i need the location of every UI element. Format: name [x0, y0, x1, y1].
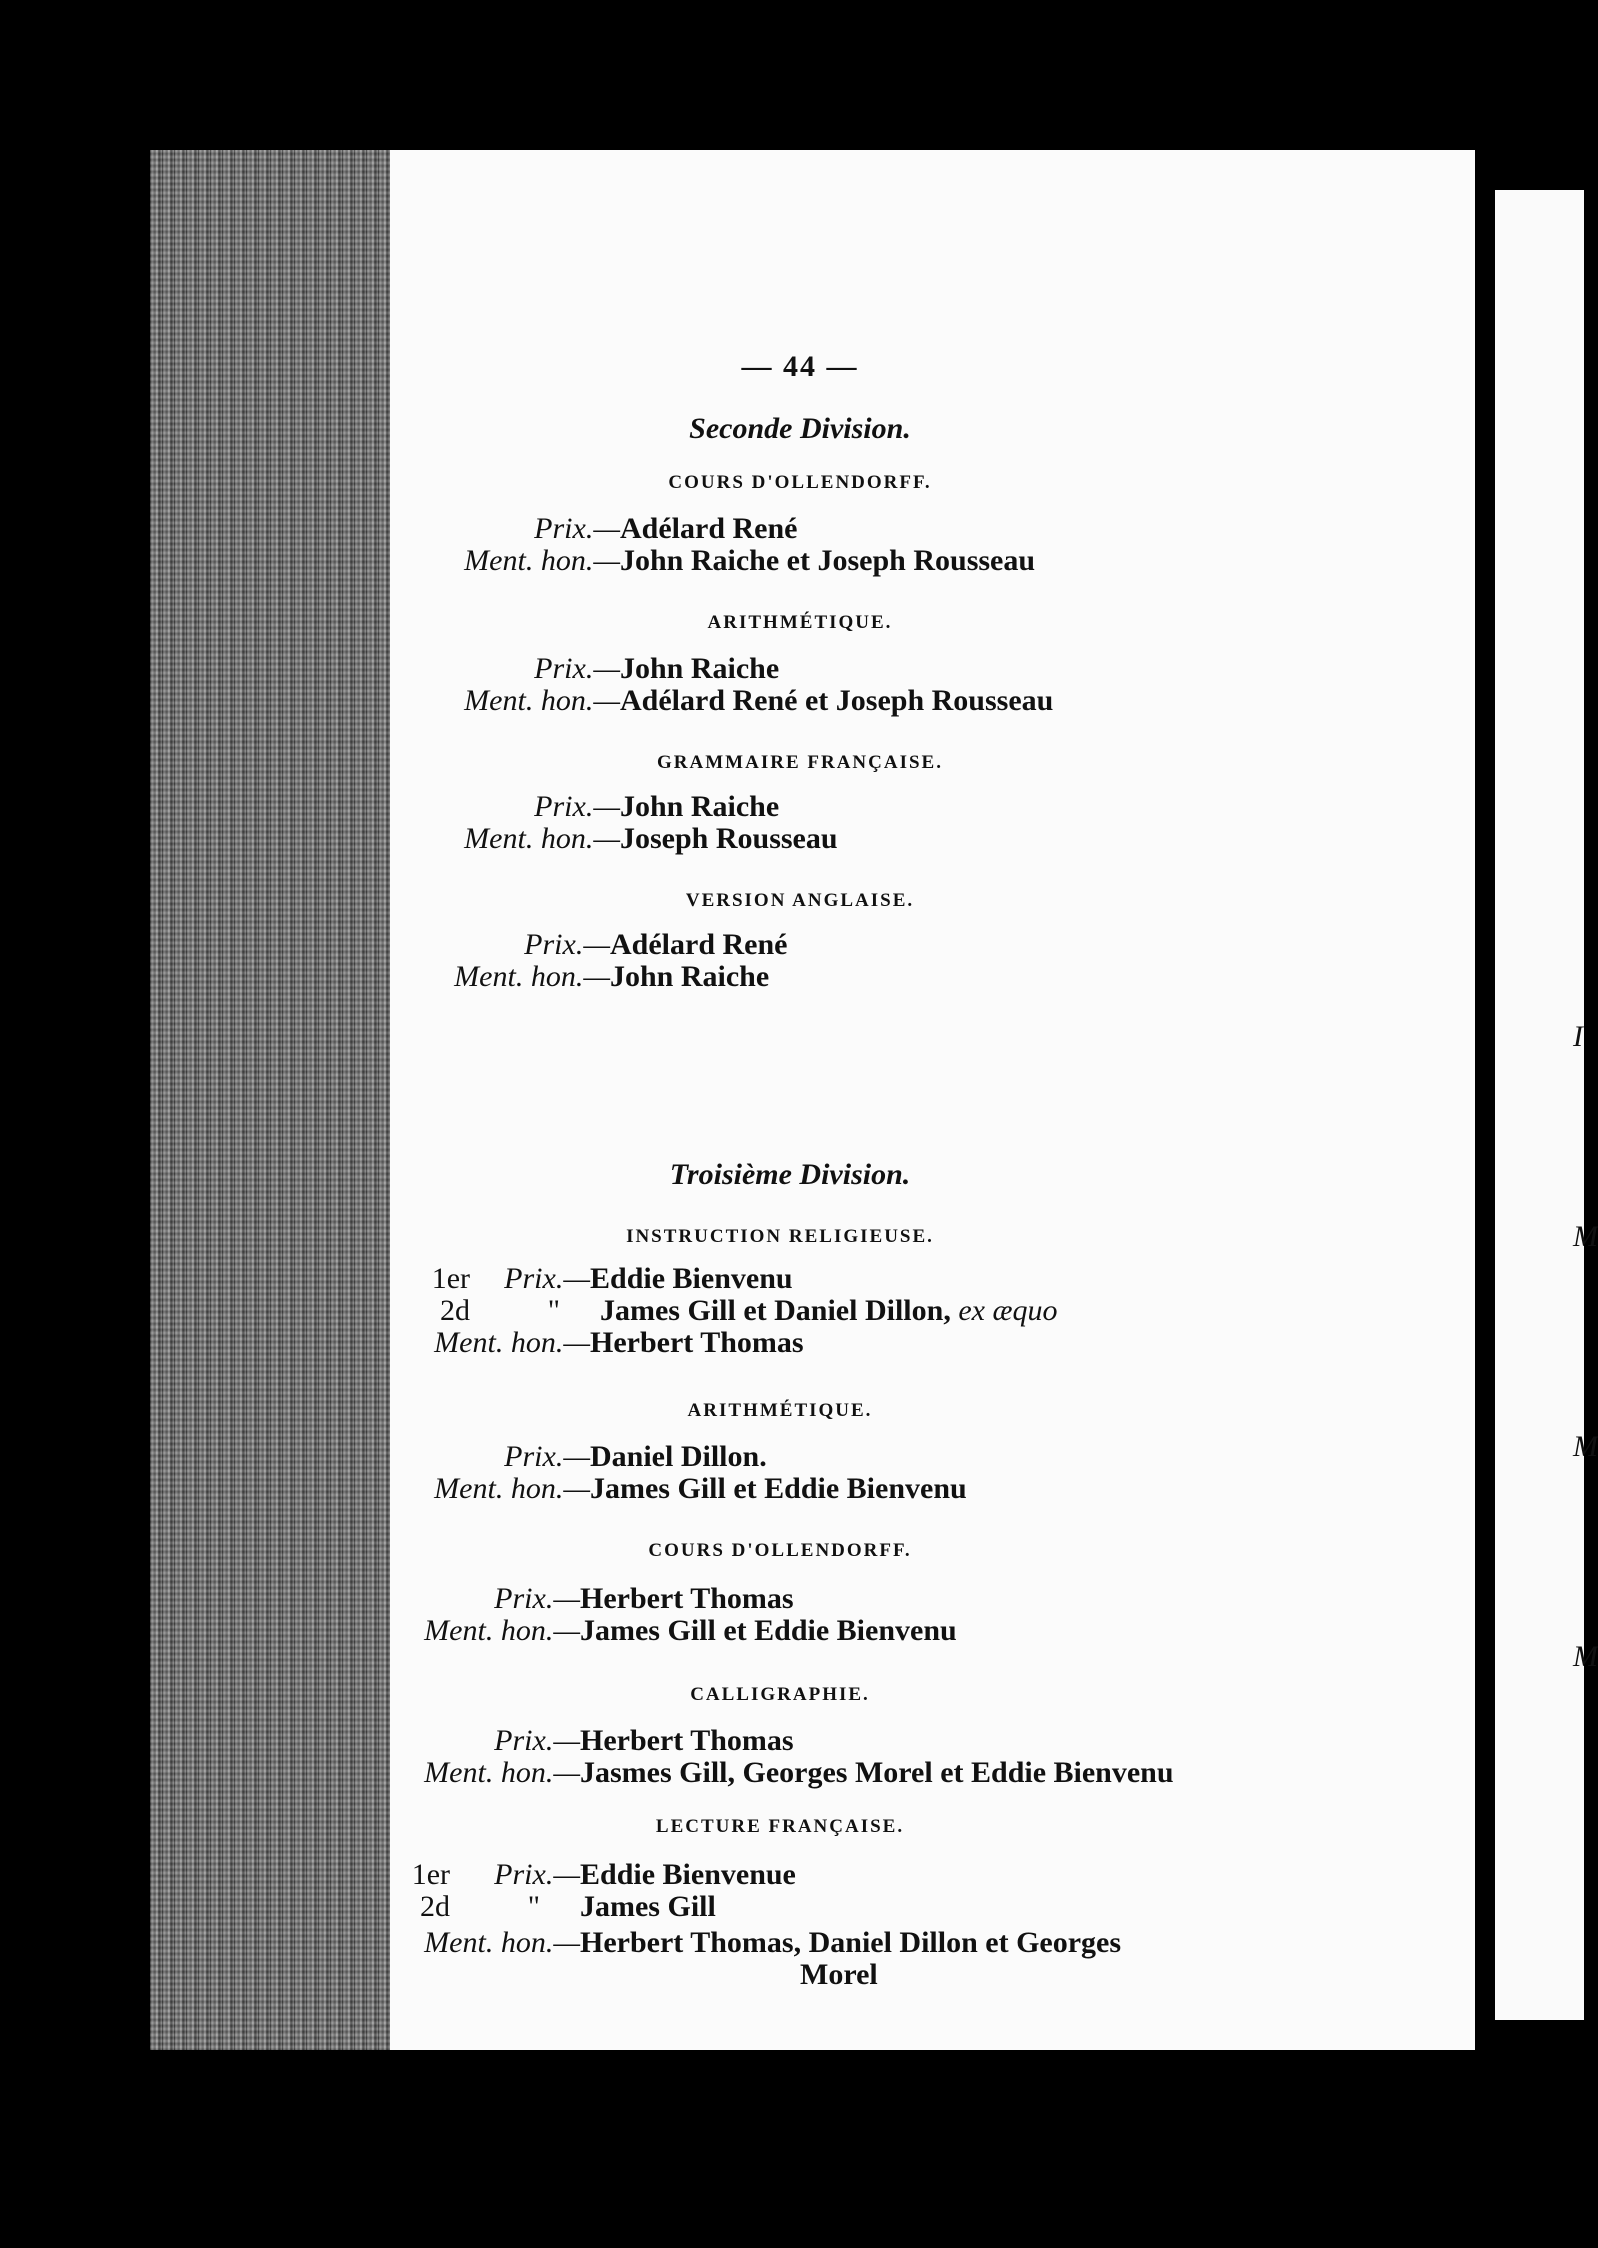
book-page: [390, 150, 1475, 2050]
section-title: LECTURE FRANÇAISE.: [655, 1816, 905, 1837]
page-number: — 44 —: [741, 350, 859, 383]
award-label: Ment. hon.—: [424, 1926, 580, 1959]
award-label: ": [527, 1890, 540, 1923]
award-label: Ment. hon.—: [464, 684, 620, 717]
facing-page-letter: M: [1573, 1430, 1598, 1463]
section-title: COURS D'OLLENDORFF.: [668, 472, 932, 493]
section-title: INSTRUCTION RELIGIEUSE.: [626, 1226, 934, 1247]
award-rank: 1er: [431, 1262, 470, 1295]
award-winners: Adélard René et Joseph Rousseau: [620, 684, 1054, 717]
award-row: [410, 1294, 1057, 1328]
award-label: Ment. hon.—: [464, 822, 620, 855]
section-title: ARITHMÉTIQUE.: [707, 612, 893, 633]
award-winners: James Gill et Daniel Dillon,: [600, 1294, 951, 1327]
award-winners: Herbert Thomas: [580, 1582, 794, 1615]
award-winners: Herbert Thomas: [590, 1326, 804, 1359]
award-winners: Adélard René: [610, 928, 788, 961]
section-title: ARITHMÉTIQUE.: [687, 1400, 873, 1421]
award-label: Prix.—: [494, 1858, 580, 1891]
award-label: ": [547, 1294, 560, 1327]
award-winners: Morel: [800, 1958, 878, 1991]
award-row: [400, 1582, 794, 1616]
award-winners: John Raiche: [610, 960, 770, 993]
award-row: [450, 684, 1053, 718]
award-label: Prix.—: [504, 1440, 590, 1473]
award-winners: Daniel Dillon.: [590, 1440, 767, 1473]
award-label: Prix.—: [494, 1724, 580, 1757]
award-winners: James Gill et Eddie Bienvenu: [590, 1472, 967, 1505]
section-title: CALLIGRAPHIE.: [690, 1684, 870, 1705]
award-row: [410, 1440, 767, 1474]
facing-page: [1495, 190, 1598, 2020]
award-label: Prix.—: [524, 928, 610, 961]
award-row: [440, 960, 769, 994]
award-row: [450, 544, 1035, 578]
award-row: [410, 1472, 967, 1506]
award-winners: Eddie Bienvenue: [580, 1858, 796, 1891]
award-row: [400, 1614, 957, 1648]
award-row: [390, 1890, 716, 1924]
award-label: Prix.—: [534, 512, 620, 545]
award-rank: 2d: [420, 1890, 450, 1923]
award-label: Ment. hon.—: [434, 1326, 590, 1359]
section-title: COURS D'OLLENDORFF.: [648, 1540, 912, 1561]
award-winners: Adélard René: [620, 512, 798, 545]
award-row: [410, 1262, 793, 1296]
award-label: Ment. hon.—: [424, 1614, 580, 1647]
award-winners: James Gill: [580, 1890, 716, 1923]
facing-page-letter: I: [1573, 1020, 1583, 1053]
award-row: [410, 1326, 804, 1360]
award-row: [450, 512, 797, 546]
award-winners: John Raiche: [620, 790, 780, 823]
award-winners: Eddie Bienvenu: [590, 1262, 793, 1295]
division-title: Seconde Division.: [689, 412, 911, 445]
award-label: Prix.—: [494, 1582, 580, 1615]
award-label: Prix.—: [534, 652, 620, 685]
award-row: [390, 1724, 794, 1758]
award-winners: John Raiche: [620, 652, 780, 685]
award-winners: Herbert Thomas: [580, 1724, 794, 1757]
award-rank: 1er: [411, 1858, 450, 1891]
award-rank: 2d: [440, 1294, 470, 1327]
award-row: [450, 652, 779, 686]
award-winners: James Gill et Eddie Bienvenu: [580, 1614, 957, 1647]
award-row: [440, 928, 787, 962]
award-row: [390, 1958, 878, 1992]
award-label: Ment. hon.—: [424, 1756, 580, 1789]
award-row: [390, 1926, 1121, 1960]
award-note: ex æquo: [958, 1294, 1058, 1327]
facing-page-letter: M: [1573, 1640, 1598, 1673]
award-row: [450, 822, 838, 856]
section-title: VERSION ANGLAISE.: [685, 890, 915, 911]
division-title: Troisième Division.: [669, 1158, 911, 1191]
award-winners: Joseph Rousseau: [620, 822, 838, 855]
award-label: Ment. hon.—: [434, 1472, 590, 1505]
award-winners: Herbert Thomas, Daniel Dillon et Georges: [580, 1926, 1122, 1959]
award-winners: John Raiche et Joseph Rousseau: [620, 544, 1036, 577]
section-title: GRAMMAIRE FRANÇAISE.: [657, 752, 943, 773]
award-label: Prix.—: [534, 790, 620, 823]
award-winners: Jasmes Gill, Georges Morel et Eddie Bienvenu: [580, 1756, 1174, 1789]
facing-page-letter: M: [1573, 1220, 1598, 1253]
award-label: Ment. hon.—: [464, 544, 620, 577]
award-row: [390, 1858, 796, 1892]
award-label: Prix.—: [504, 1262, 590, 1295]
page-edges: [150, 150, 390, 2050]
award-row: [450, 790, 779, 824]
award-row: [390, 1756, 1174, 1790]
award-label: Ment. hon.—: [454, 960, 610, 993]
